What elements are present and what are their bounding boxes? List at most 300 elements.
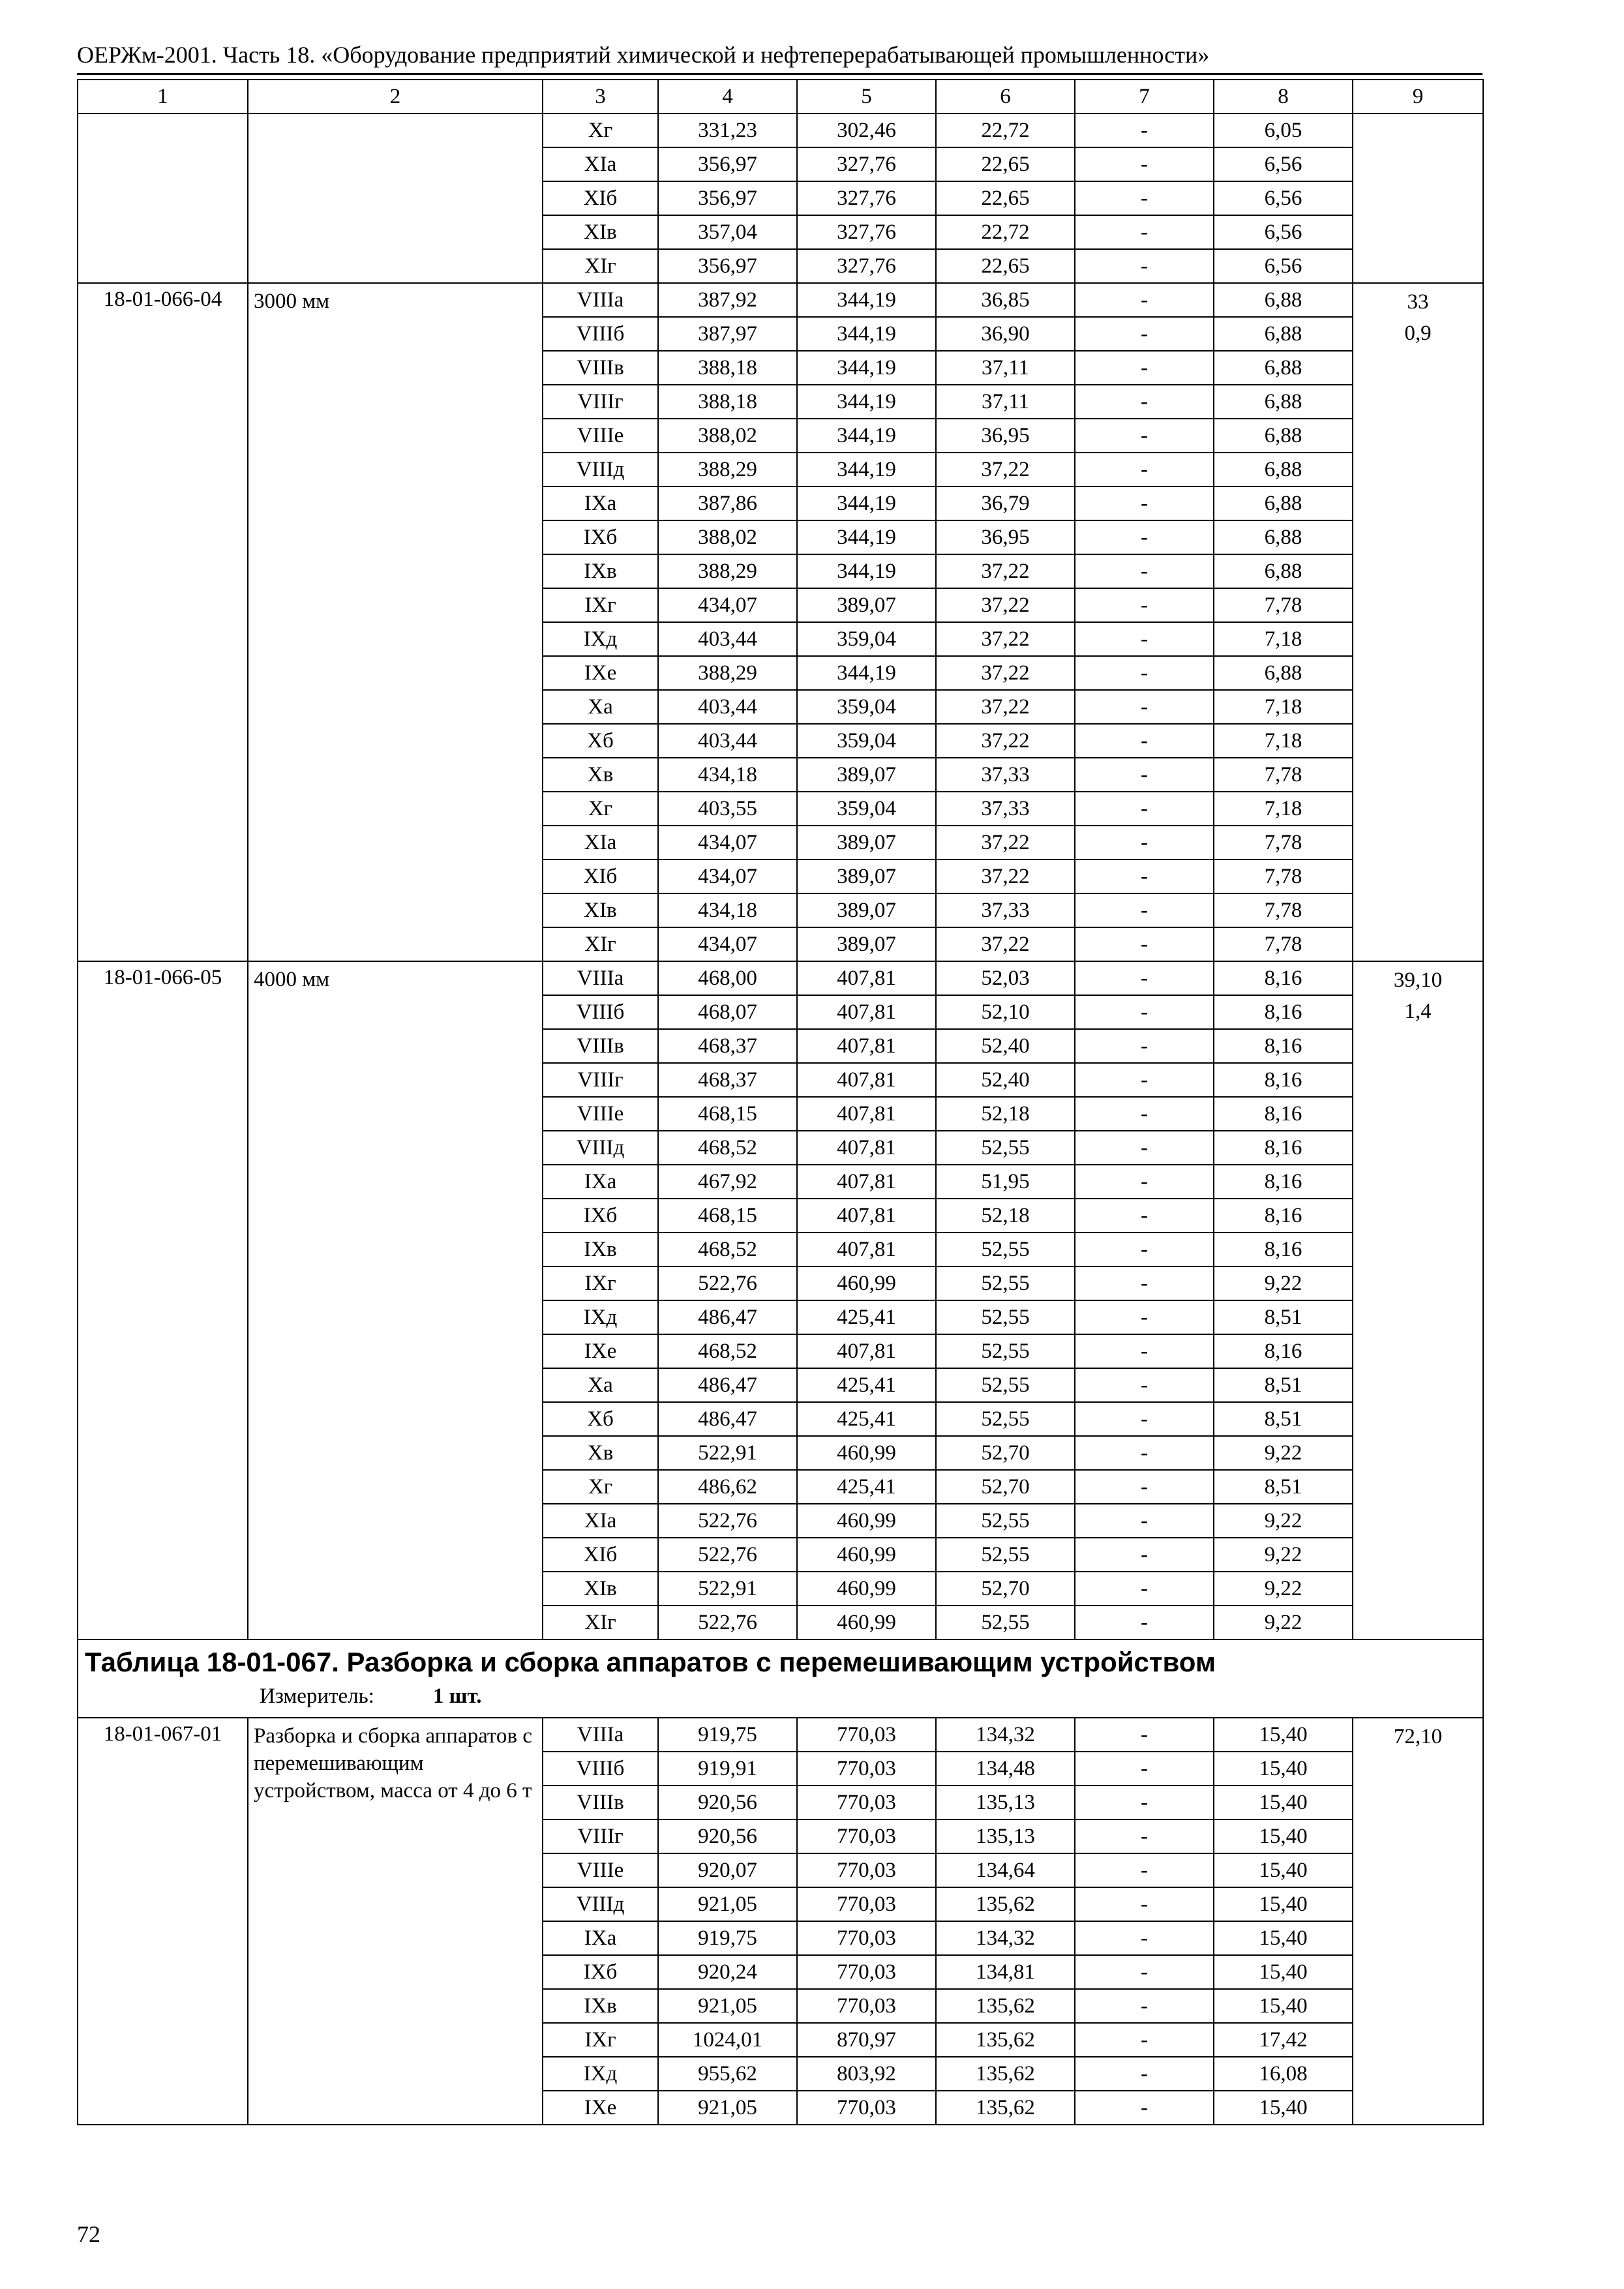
wages-cell: 389,07 <box>797 588 936 622</box>
materials-cell: - <box>1075 1368 1214 1402</box>
category-cell: XIг <box>543 927 658 961</box>
category-cell: XIб <box>543 1538 658 1572</box>
category-cell: IXа <box>543 1921 658 1955</box>
labor-cell: 16,08 <box>1214 2057 1353 2091</box>
materials-cell: - <box>1075 893 1214 927</box>
labor-cell: 6,88 <box>1214 385 1353 419</box>
machine-cost-cell: 134,64 <box>936 1853 1075 1887</box>
wages-cell: 344,19 <box>797 520 936 554</box>
category-cell: IXб <box>543 520 658 554</box>
labor-cell: 6,56 <box>1214 249 1353 283</box>
materials-cell: - <box>1075 927 1214 961</box>
materials-cell: - <box>1075 1989 1214 2023</box>
labor-cell: 15,40 <box>1214 1887 1353 1921</box>
labor-cell: 8,51 <box>1214 1470 1353 1504</box>
total-cost-cell: 356,97 <box>658 249 797 283</box>
category-cell: VIIIб <box>543 1752 658 1786</box>
labor-cell: 6,88 <box>1214 453 1353 486</box>
machine-cost-cell: 37,33 <box>936 792 1075 826</box>
machine-cost-cell: 134,48 <box>936 1752 1075 1786</box>
materials-cell: - <box>1075 520 1214 554</box>
total-cost-cell: 468,15 <box>658 1097 797 1131</box>
labor-cell: 15,40 <box>1214 1718 1353 1752</box>
measure-unit-value: 1 шт. <box>432 1684 482 1708</box>
wages-cell: 344,19 <box>797 419 936 453</box>
machine-cost-cell: 135,62 <box>936 2091 1075 2125</box>
category-cell: Xб <box>543 724 658 758</box>
machine-cost-cell: 37,22 <box>936 690 1075 724</box>
total-cost-cell: 486,62 <box>658 1470 797 1504</box>
total-cost-cell: 387,86 <box>658 486 797 520</box>
machine-cost-cell: 52,55 <box>936 1233 1075 1266</box>
machine-cost-cell: 52,55 <box>936 1402 1075 1436</box>
table-row <box>78 113 1483 147</box>
labor-cell: 8,16 <box>1214 1199 1353 1233</box>
category-cell: Xг <box>543 1470 658 1504</box>
wages-cell: 407,81 <box>797 995 936 1029</box>
materials-cell: - <box>1075 1887 1214 1921</box>
equipment-value: 39,10 <box>1393 968 1443 992</box>
wages-cell: 770,03 <box>797 1887 936 1921</box>
materials-cell: - <box>1075 113 1214 147</box>
category-cell: IXд <box>543 1300 658 1334</box>
total-cost-cell: 468,37 <box>658 1063 797 1097</box>
materials-cell: - <box>1075 1029 1214 1063</box>
labor-cell: 8,16 <box>1214 1165 1353 1199</box>
machine-cost-cell: 37,33 <box>936 893 1075 927</box>
total-cost-cell: 468,52 <box>658 1131 797 1165</box>
measure-unit <box>260 1682 1476 1711</box>
wages-cell: 460,99 <box>797 1436 936 1470</box>
category-cell: XIв <box>543 215 658 249</box>
wages-cell: 389,07 <box>797 893 936 927</box>
total-cost-cell: 434,07 <box>658 826 797 860</box>
labor-cell: 15,40 <box>1214 1786 1353 1819</box>
equipment-value: 33 <box>1407 290 1429 314</box>
category-cell: IXб <box>543 1199 658 1233</box>
running-header: ОЕРЖм-2001. Часть 18. «Оборудование предприятий химической и нефтеперерабатывающей промышленности» <box>77 42 1210 68</box>
wages-cell: 803,92 <box>797 2057 936 2091</box>
machine-cost-cell: 22,72 <box>936 113 1075 147</box>
total-cost-cell: 920,07 <box>658 1853 797 1887</box>
machine-cost-cell: 134,32 <box>936 1921 1075 1955</box>
total-cost-cell: 388,29 <box>658 656 797 690</box>
materials-cell: - <box>1075 1504 1214 1538</box>
materials-cell: - <box>1075 419 1214 453</box>
rates-table-body <box>78 80 1483 2125</box>
machine-cost-cell: 52,18 <box>936 1199 1075 1233</box>
labor-cell: 9,22 <box>1214 1572 1353 1606</box>
wages-cell: 359,04 <box>797 724 936 758</box>
wages-cell: 344,19 <box>797 486 936 520</box>
column-number: 5 <box>797 80 936 113</box>
materials-cell: - <box>1075 758 1214 792</box>
materials-cell: - <box>1075 283 1214 317</box>
materials-cell: - <box>1075 1921 1214 1955</box>
category-cell: XIг <box>543 1606 658 1639</box>
materials-cell: - <box>1075 2091 1214 2125</box>
labor-cell: 7,18 <box>1214 792 1353 826</box>
total-cost-cell: 357,04 <box>658 215 797 249</box>
equipment-mass-cell <box>1353 283 1483 961</box>
total-cost-cell: 522,76 <box>658 1504 797 1538</box>
wages-cell: 344,19 <box>797 283 936 317</box>
machine-cost-cell: 52,55 <box>936 1368 1075 1402</box>
rate-code-cell: 18-01-066-04 <box>78 283 248 961</box>
materials-cell: - <box>1075 317 1214 351</box>
wages-cell: 359,04 <box>797 792 936 826</box>
total-cost-cell: 388,18 <box>658 385 797 419</box>
total-cost-cell: 921,05 <box>658 2091 797 2125</box>
materials-cell: - <box>1075 215 1214 249</box>
category-cell: Xг <box>543 113 658 147</box>
machine-cost-cell: 52,40 <box>936 1063 1075 1097</box>
labor-cell: 7,78 <box>1214 758 1353 792</box>
equipment-value: 0,9 <box>1404 322 1432 345</box>
machine-cost-cell: 135,62 <box>936 2023 1075 2057</box>
labor-cell: 9,22 <box>1214 1538 1353 1572</box>
wages-cell: 407,81 <box>797 1063 936 1097</box>
labor-cell: 8,51 <box>1214 1402 1353 1436</box>
labor-cell: 15,40 <box>1214 1955 1353 1989</box>
machine-cost-cell: 37,22 <box>936 554 1075 588</box>
materials-cell: - <box>1075 486 1214 520</box>
labor-cell: 8,16 <box>1214 1131 1353 1165</box>
table-row <box>78 961 1483 995</box>
wages-cell: 460,99 <box>797 1606 936 1639</box>
labor-cell: 8,51 <box>1214 1300 1353 1334</box>
category-cell: IXе <box>543 656 658 690</box>
materials-cell: - <box>1075 1955 1214 1989</box>
total-cost-cell: 921,05 <box>658 1989 797 2023</box>
category-cell: IXа <box>543 1165 658 1199</box>
category-cell: XIг <box>543 249 658 283</box>
wages-cell: 407,81 <box>797 1233 936 1266</box>
materials-cell: - <box>1075 961 1214 995</box>
category-cell: IXе <box>543 1334 658 1368</box>
materials-cell: - <box>1075 385 1214 419</box>
wages-cell: 770,03 <box>797 1955 936 1989</box>
wages-cell: 344,19 <box>797 656 936 690</box>
materials-cell: - <box>1075 1063 1214 1097</box>
column-number: 6 <box>936 80 1075 113</box>
rates-table-sheet <box>77 79 1482 2125</box>
total-cost-cell: 921,05 <box>658 1887 797 1921</box>
labor-cell: 8,16 <box>1214 1334 1353 1368</box>
labor-cell: 6,88 <box>1214 419 1353 453</box>
total-cost-cell: 919,75 <box>658 1921 797 1955</box>
category-cell: IXг <box>543 2023 658 2057</box>
total-cost-cell: 522,76 <box>658 1266 797 1300</box>
machine-cost-cell: 52,55 <box>936 1300 1075 1334</box>
machine-cost-cell: 37,22 <box>936 588 1075 622</box>
machine-cost-cell: 135,13 <box>936 1786 1075 1819</box>
category-cell: VIIIг <box>543 1063 658 1097</box>
machine-cost-cell: 36,85 <box>936 283 1075 317</box>
rate-code-cell: 18-01-067-01 <box>78 1718 248 2125</box>
total-cost-cell: 486,47 <box>658 1402 797 1436</box>
machine-cost-cell: 22,65 <box>936 181 1075 215</box>
materials-cell: - <box>1075 1718 1214 1752</box>
wages-cell: 359,04 <box>797 690 936 724</box>
labor-cell: 8,16 <box>1214 1063 1353 1097</box>
wages-cell: 327,76 <box>797 147 936 181</box>
category-cell: VIIIе <box>543 419 658 453</box>
labor-cell: 9,22 <box>1214 1266 1353 1300</box>
labor-cell: 8,16 <box>1214 1233 1353 1266</box>
total-cost-cell: 388,29 <box>658 554 797 588</box>
machine-cost-cell: 52,55 <box>936 1131 1075 1165</box>
materials-cell: - <box>1075 1786 1214 1819</box>
category-cell: VIIIд <box>543 1887 658 1921</box>
materials-cell: - <box>1075 453 1214 486</box>
labor-cell: 6,56 <box>1214 181 1353 215</box>
total-cost-cell: 522,91 <box>658 1572 797 1606</box>
machine-cost-cell: 51,95 <box>936 1165 1075 1199</box>
wages-cell: 359,04 <box>797 622 936 656</box>
category-cell: VIIIе <box>543 1853 658 1887</box>
total-cost-cell: 468,07 <box>658 995 797 1029</box>
wages-cell: 407,81 <box>797 1131 936 1165</box>
labor-cell: 15,40 <box>1214 1853 1353 1887</box>
column-number: 2 <box>248 80 543 113</box>
equipment-mass-cell <box>1353 961 1483 1639</box>
wages-cell: 770,03 <box>797 1752 936 1786</box>
category-cell: VIIIб <box>543 317 658 351</box>
machine-cost-cell: 36,95 <box>936 520 1075 554</box>
column-number: 9 <box>1353 80 1483 113</box>
materials-cell: - <box>1075 1606 1214 1639</box>
materials-cell: - <box>1075 826 1214 860</box>
category-cell: Xв <box>543 758 658 792</box>
materials-cell: - <box>1075 181 1214 215</box>
machine-cost-cell: 52,55 <box>936 1538 1075 1572</box>
labor-cell: 15,40 <box>1214 1989 1353 2023</box>
materials-cell: - <box>1075 1097 1214 1131</box>
machine-cost-cell: 52,40 <box>936 1029 1075 1063</box>
materials-cell: - <box>1075 1436 1214 1470</box>
labor-cell: 7,78 <box>1214 588 1353 622</box>
materials-cell: - <box>1075 995 1214 1029</box>
labor-cell: 6,88 <box>1214 317 1353 351</box>
wages-cell: 770,03 <box>797 1718 936 1752</box>
total-cost-cell: 356,97 <box>658 147 797 181</box>
column-number: 7 <box>1075 80 1214 113</box>
wages-cell: 770,03 <box>797 1853 936 1887</box>
labor-cell: 15,40 <box>1214 2091 1353 2125</box>
category-cell: VIIIг <box>543 385 658 419</box>
materials-cell: - <box>1075 690 1214 724</box>
wages-cell: 425,41 <box>797 1470 936 1504</box>
wages-cell: 460,99 <box>797 1504 936 1538</box>
total-cost-cell: 522,76 <box>658 1538 797 1572</box>
machine-cost-cell: 37,22 <box>936 453 1075 486</box>
category-cell: XIб <box>543 181 658 215</box>
machine-cost-cell: 22,72 <box>936 215 1075 249</box>
wages-cell: 302,46 <box>797 113 936 147</box>
machine-cost-cell: 134,32 <box>936 1718 1075 1752</box>
wages-cell: 344,19 <box>797 351 936 385</box>
materials-cell: - <box>1075 1819 1214 1853</box>
materials-cell: - <box>1075 1131 1214 1165</box>
labor-cell: 15,40 <box>1214 1819 1353 1853</box>
total-cost-cell: 468,52 <box>658 1334 797 1368</box>
materials-cell: - <box>1075 792 1214 826</box>
materials-cell: - <box>1075 1165 1214 1199</box>
labor-cell: 6,88 <box>1214 554 1353 588</box>
labor-cell: 9,22 <box>1214 1606 1353 1639</box>
total-cost-cell: 434,18 <box>658 758 797 792</box>
wages-cell: 344,19 <box>797 453 936 486</box>
work-name-cell: 4000 мм <box>248 961 543 1639</box>
materials-cell: - <box>1075 1538 1214 1572</box>
materials-cell: - <box>1075 351 1214 385</box>
work-name-cell: Разборка и сборка аппаратов с перемешивающим устройством, масса от 4 до 6 т <box>248 1718 543 2125</box>
labor-cell: 8,16 <box>1214 961 1353 995</box>
total-cost-cell: 434,18 <box>658 893 797 927</box>
labor-cell: 9,22 <box>1214 1504 1353 1538</box>
category-cell: IXг <box>543 588 658 622</box>
machine-cost-cell: 37,33 <box>936 758 1075 792</box>
wages-cell: 425,41 <box>797 1300 936 1334</box>
category-cell: VIIIв <box>543 1029 658 1063</box>
machine-cost-cell: 135,13 <box>936 1819 1075 1853</box>
total-cost-cell: 331,23 <box>658 113 797 147</box>
total-cost-cell: 434,07 <box>658 860 797 893</box>
total-cost-cell: 920,56 <box>658 1786 797 1819</box>
equipment-value: 72,10 <box>1393 1725 1443 1748</box>
wages-cell: 344,19 <box>797 385 936 419</box>
category-cell: IXв <box>543 554 658 588</box>
category-cell: XIа <box>543 147 658 181</box>
wages-cell: 770,03 <box>797 2091 936 2125</box>
total-cost-cell: 522,91 <box>658 1436 797 1470</box>
column-number: 4 <box>658 80 797 113</box>
machine-cost-cell: 36,79 <box>936 486 1075 520</box>
wages-cell: 770,03 <box>797 1786 936 1819</box>
wages-cell: 770,03 <box>797 1819 936 1853</box>
total-cost-cell: 955,62 <box>658 2057 797 2091</box>
materials-cell: - <box>1075 147 1214 181</box>
category-cell: IXг <box>543 1266 658 1300</box>
wages-cell: 770,03 <box>797 1989 936 2023</box>
materials-cell: - <box>1075 1199 1214 1233</box>
column-number: 1 <box>78 80 248 113</box>
wages-cell: 460,99 <box>797 1266 936 1300</box>
labor-cell: 6,88 <box>1214 351 1353 385</box>
table-title: Таблица 18-01-067. Разборка и сборка аппаратов с перемешивающим устройством <box>85 1647 1216 1677</box>
total-cost-cell: 468,15 <box>658 1199 797 1233</box>
category-cell: VIIIа <box>543 283 658 317</box>
wages-cell: 389,07 <box>797 860 936 893</box>
labor-cell: 7,18 <box>1214 724 1353 758</box>
labor-cell: 8,16 <box>1214 995 1353 1029</box>
labor-cell: 6,88 <box>1214 486 1353 520</box>
table-title-cell <box>78 1639 1483 1718</box>
category-cell: IXд <box>543 622 658 656</box>
equipment-mass-cell <box>1353 113 1483 283</box>
header-rule <box>77 73 1482 75</box>
table-title-row <box>78 1639 1483 1718</box>
total-cost-cell: 468,52 <box>658 1233 797 1266</box>
machine-cost-cell: 37,11 <box>936 385 1075 419</box>
labor-cell: 7,18 <box>1214 690 1353 724</box>
category-cell: XIа <box>543 1504 658 1538</box>
machine-cost-cell: 135,62 <box>936 1887 1075 1921</box>
labor-cell: 6,56 <box>1214 147 1353 181</box>
column-number-row <box>78 80 1483 113</box>
wages-cell: 870,97 <box>797 2023 936 2057</box>
machine-cost-cell: 37,22 <box>936 656 1075 690</box>
materials-cell: - <box>1075 622 1214 656</box>
labor-cell: 7,18 <box>1214 622 1353 656</box>
total-cost-cell: 388,18 <box>658 351 797 385</box>
labor-cell: 7,78 <box>1214 826 1353 860</box>
category-cell: VIIIб <box>543 995 658 1029</box>
materials-cell: - <box>1075 1470 1214 1504</box>
wages-cell: 407,81 <box>797 1029 936 1063</box>
category-cell: IXв <box>543 1989 658 2023</box>
total-cost-cell: 920,24 <box>658 1955 797 1989</box>
machine-cost-cell: 52,55 <box>936 1504 1075 1538</box>
total-cost-cell: 403,44 <box>658 724 797 758</box>
category-cell: VIIIв <box>543 351 658 385</box>
labor-cell: 8,16 <box>1214 1029 1353 1063</box>
page-number: 72 <box>77 2221 100 2247</box>
machine-cost-cell: 134,81 <box>936 1955 1075 1989</box>
materials-cell: - <box>1075 2023 1214 2057</box>
category-cell: IXд <box>543 2057 658 2091</box>
total-cost-cell: 387,97 <box>658 317 797 351</box>
machine-cost-cell: 52,18 <box>936 1097 1075 1131</box>
category-cell: Xб <box>543 1402 658 1436</box>
category-cell: XIв <box>543 1572 658 1606</box>
machine-cost-cell: 135,62 <box>936 1989 1075 2023</box>
work-name-cell: 3000 мм <box>248 283 543 961</box>
total-cost-cell: 434,07 <box>658 927 797 961</box>
category-cell: XIв <box>543 893 658 927</box>
materials-cell: - <box>1075 1233 1214 1266</box>
machine-cost-cell: 37,22 <box>936 622 1075 656</box>
labor-cell: 8,51 <box>1214 1368 1353 1402</box>
machine-cost-cell: 37,22 <box>936 860 1075 893</box>
total-cost-cell: 486,47 <box>658 1368 797 1402</box>
machine-cost-cell: 135,62 <box>936 2057 1075 2091</box>
machine-cost-cell: 52,55 <box>936 1266 1075 1300</box>
labor-cell: 6,05 <box>1214 113 1353 147</box>
category-cell: XIб <box>543 860 658 893</box>
rate-code-cell <box>78 113 248 283</box>
machine-cost-cell: 52,70 <box>936 1572 1075 1606</box>
labor-cell: 6,88 <box>1214 656 1353 690</box>
category-cell: IXа <box>543 486 658 520</box>
machine-cost-cell: 37,22 <box>936 826 1075 860</box>
wages-cell: 344,19 <box>797 554 936 588</box>
total-cost-cell: 387,92 <box>658 283 797 317</box>
total-cost-cell: 403,44 <box>658 622 797 656</box>
materials-cell: - <box>1075 656 1214 690</box>
wages-cell: 389,07 <box>797 927 936 961</box>
materials-cell: - <box>1075 1334 1214 1368</box>
wages-cell: 327,76 <box>797 215 936 249</box>
materials-cell: - <box>1075 249 1214 283</box>
total-cost-cell: 919,75 <box>658 1718 797 1752</box>
wages-cell: 460,99 <box>797 1572 936 1606</box>
materials-cell: - <box>1075 1752 1214 1786</box>
total-cost-cell: 388,02 <box>658 520 797 554</box>
machine-cost-cell: 52,55 <box>936 1334 1075 1368</box>
materials-cell: - <box>1075 588 1214 622</box>
